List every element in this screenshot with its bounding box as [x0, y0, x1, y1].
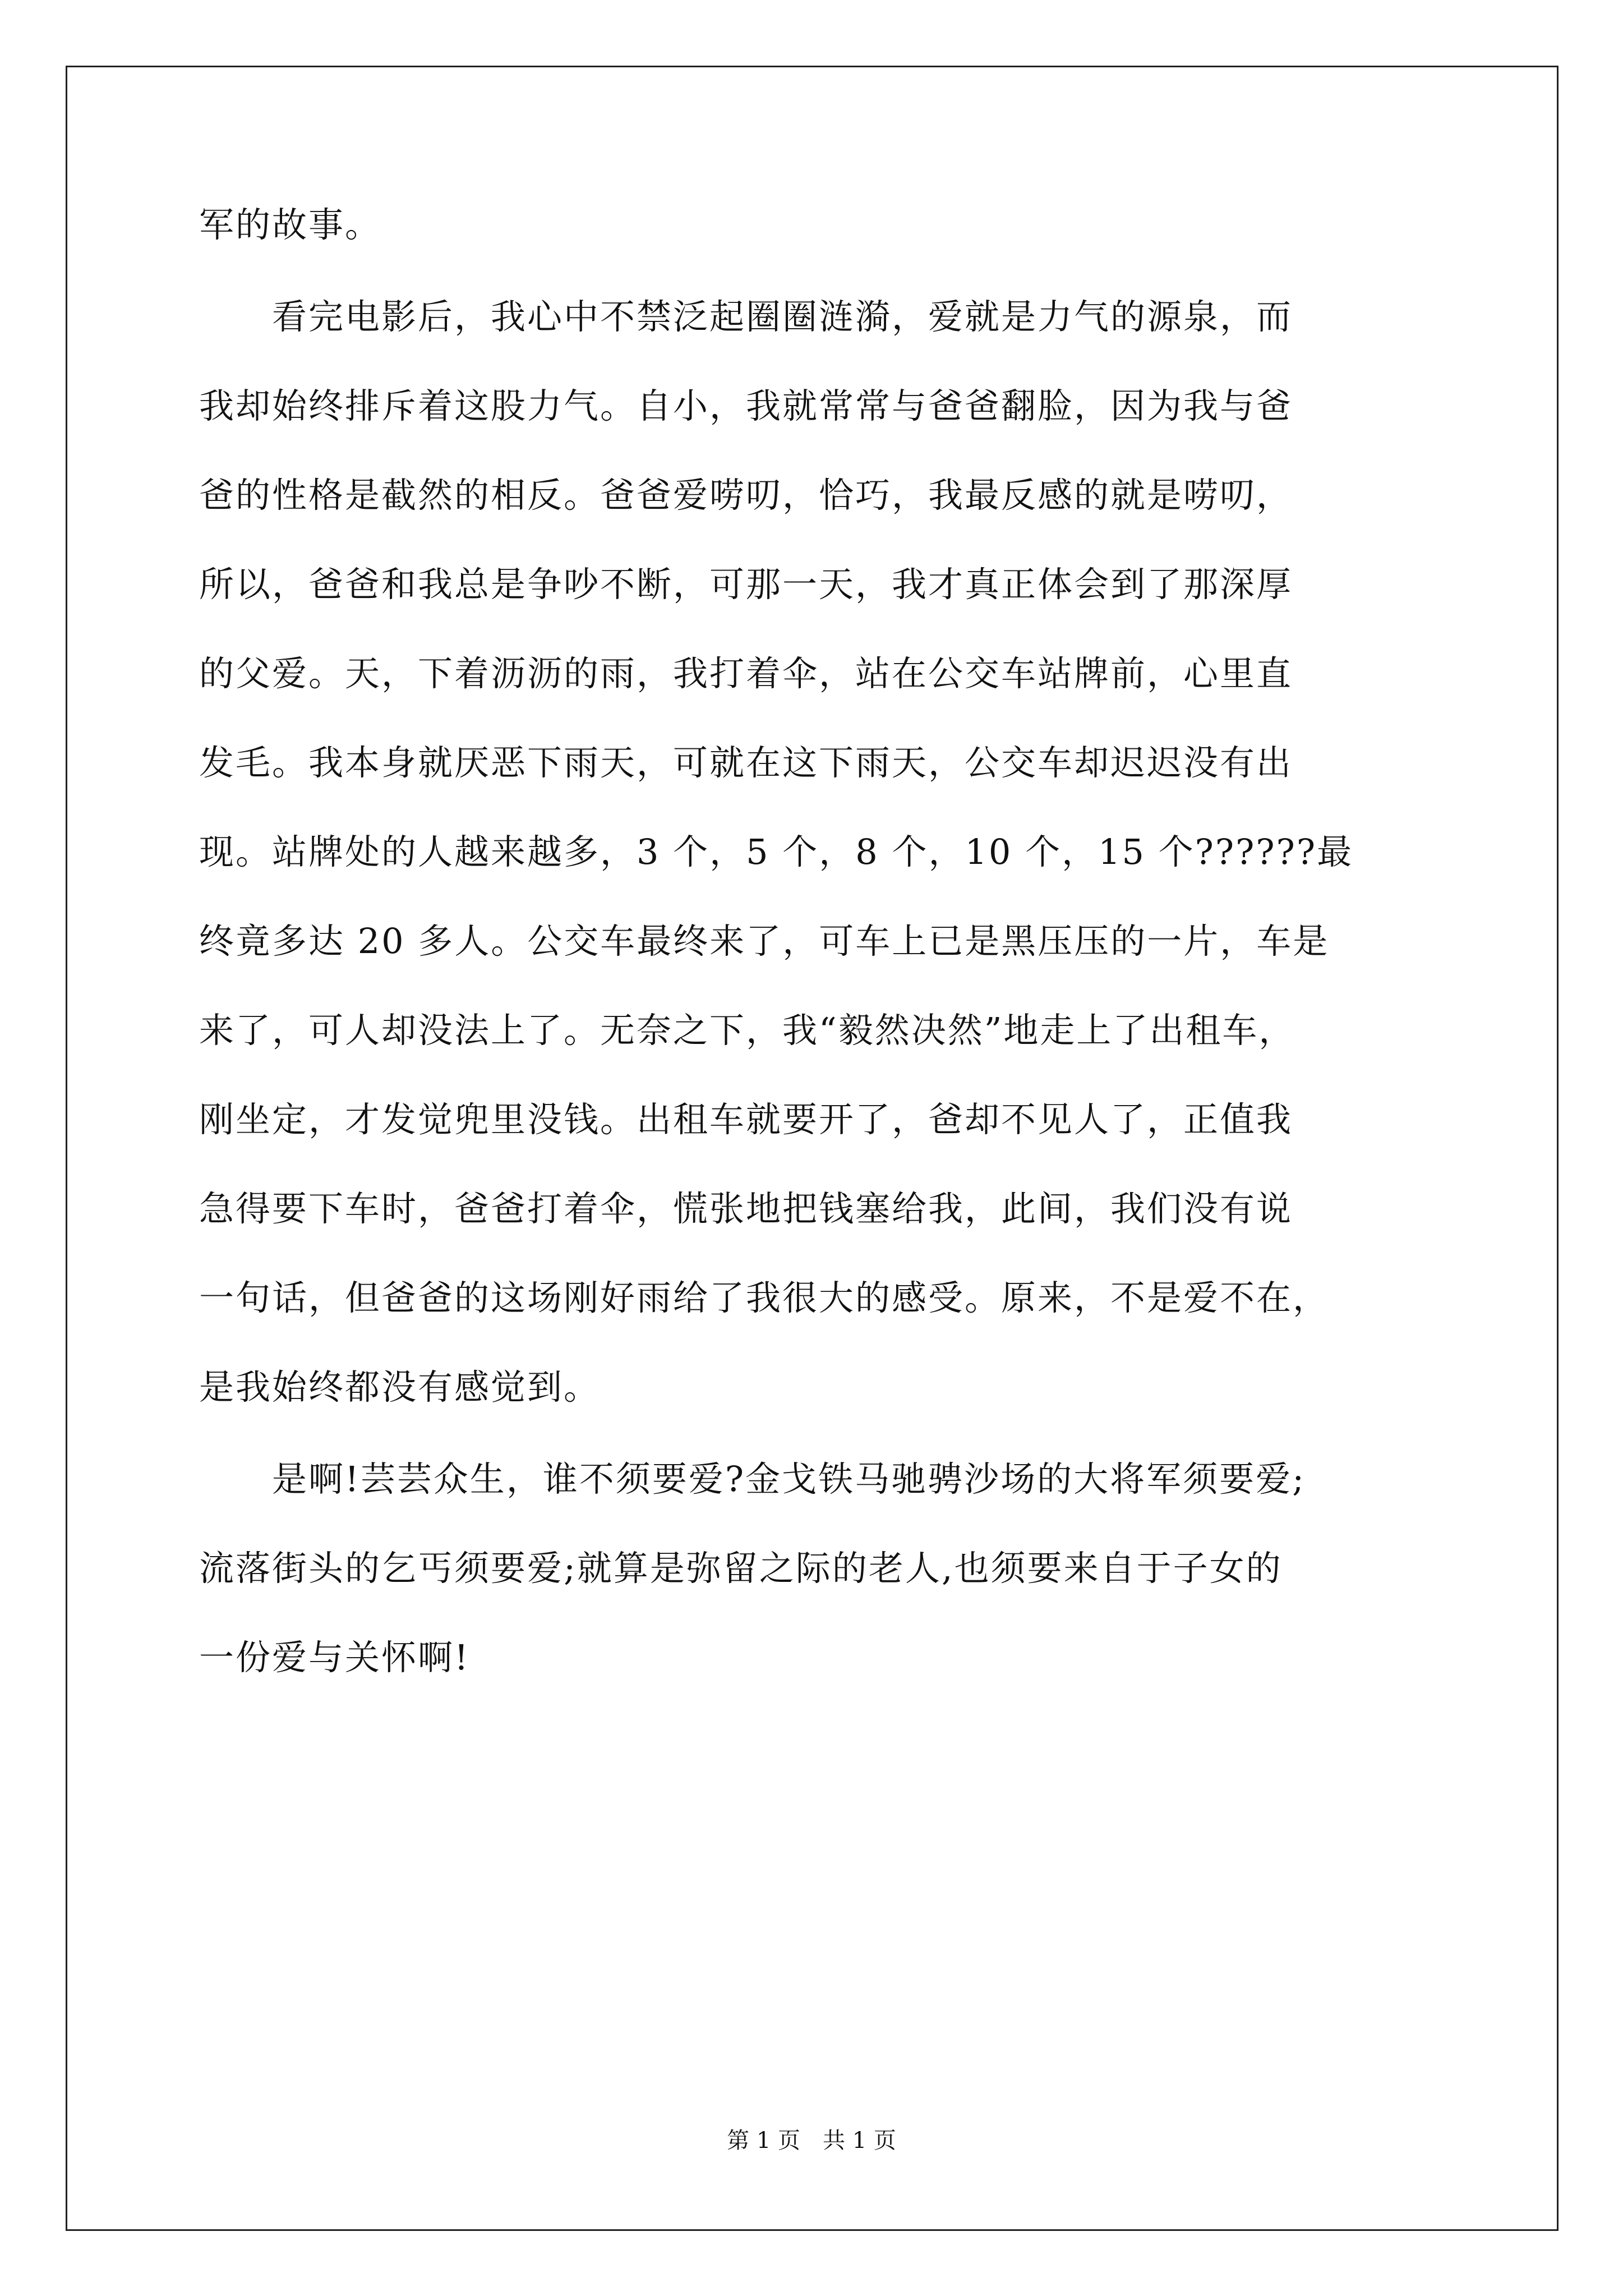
page-number: 第 1 页: [727, 2128, 800, 2154]
text-line: 爸的性格是截然的相反。爸爸爱唠叨，恰巧，我最反感的就是唠叨，: [199, 475, 1293, 516]
page-footer: [0, 2129, 1623, 2152]
text-line: 来了，可人却没法上了。无奈之下，我“毅然决然”地走上了出租车，: [199, 1010, 1295, 1051]
text-line: 我却始终排斥着这股力气。自小，我就常常与爸爸翻脸，因为我与爸: [199, 385, 1293, 426]
text-line: 的父爱。天，下着沥沥的雨，我打着伞，站在公交车站牌前，心里直: [199, 653, 1293, 694]
text-line: 一句话，但爸爸的这场刚好雨给了我很大的感受。原来，不是爱不在，: [199, 1277, 1330, 1318]
text-line: 军的故事。: [199, 204, 382, 245]
text-line: 终竟多达 20 多人。公交车最终来了，可车上已是黑压压的一片，车是: [199, 921, 1330, 961]
text-line: 急得要下车时，爸爸打着伞，慌张地把钱塞给我，此间，我们没有说: [199, 1188, 1293, 1229]
text-line: 所以，爸爸和我总是争吵不断，可那一天，我才真正体会到了那深厚: [199, 564, 1293, 605]
text-line: 现。站牌处的人越来越多，3 个，5 个，8 个，10 个，15 个??????最: [199, 831, 1354, 872]
text-line: 刚坐定，才发觉兜里没钱。出租车就要开了，爸却不见人了，正值我: [199, 1099, 1293, 1140]
text-line: 看完电影后，我心中不禁泛起圈圈涟漪，爱就是力气的源泉，而: [199, 296, 1293, 337]
text-line: 是我始终都没有感觉到。: [199, 1366, 601, 1407]
text-line: 发毛。我本身就厌恶下雨天，可就在这下雨天，公交车却迟迟没有出: [199, 742, 1293, 783]
page-total: 共 1 页: [823, 2128, 896, 2154]
text-line: 流落街头的乞丐须要爱;就算是弥留之际的老人,也须要来自于子女的: [199, 1548, 1283, 1589]
text-line: 一份爱与关怀啊!: [199, 1637, 470, 1678]
document-body: [199, 204, 1433, 1729]
text-line: 是啊!芸芸众生，谁不须要爱?金戈铁马驰骋沙场的大将军须要爱;: [199, 1458, 1306, 1499]
